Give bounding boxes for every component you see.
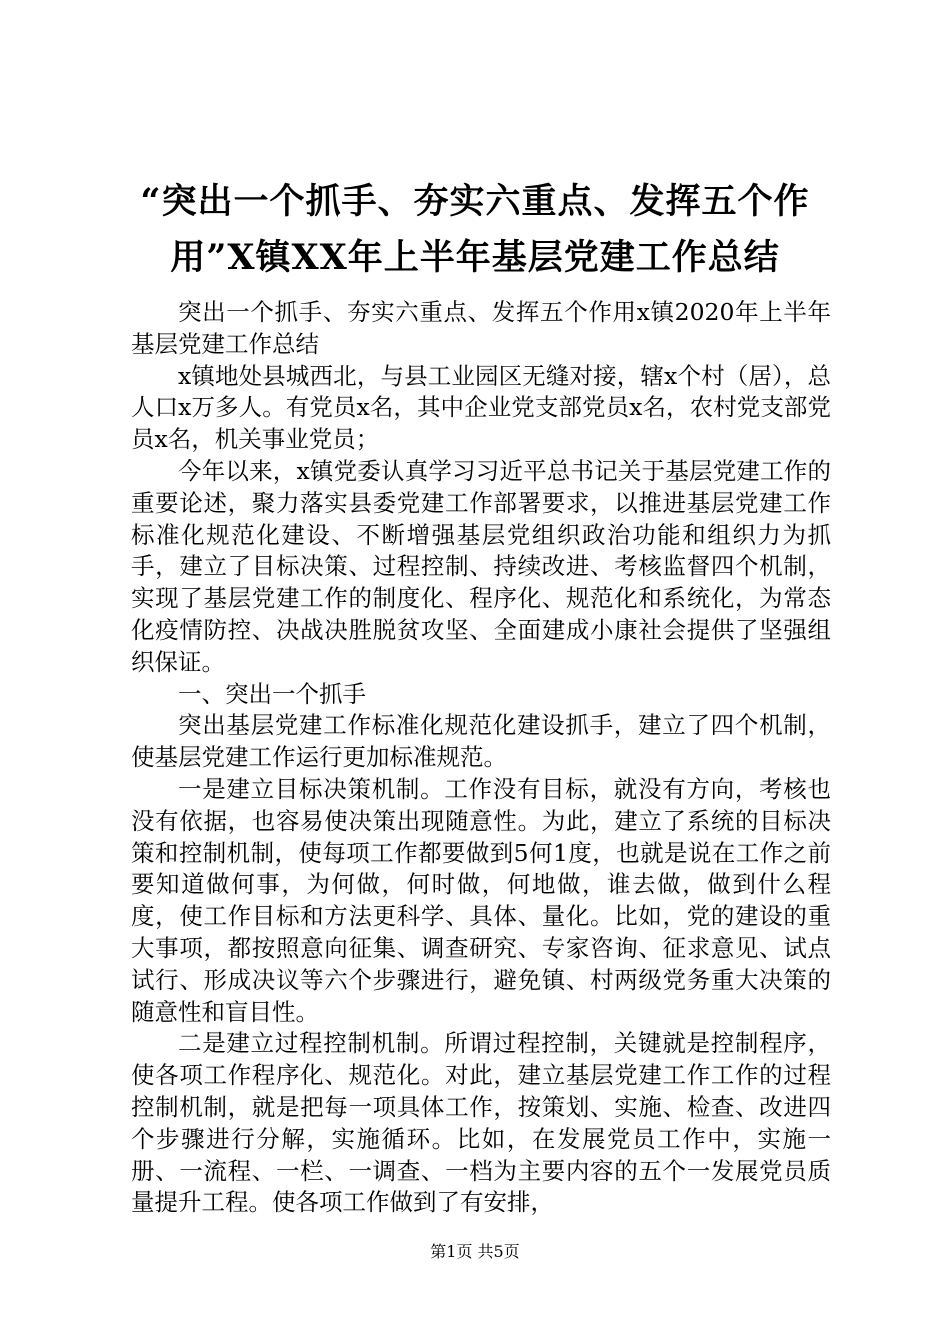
paragraph: 突出一个抓手、夯实六重点、发挥五个作用x镇2020年上半年基层党建工作总结 — [131, 298, 831, 358]
section-heading: 一、突出一个抓手 — [178, 679, 366, 708]
paragraph: 一是建立目标决策机制。工作没有目标，就没有方向，考核也没有依据，也容易使决策出现随意性。为此，建立了系统的目标决策和控制机制，使每项工作都要做到5何1度，也就是说在工作之前要知道做何事，为何做，何时做，何地做，谁去做，做到什么程度，使工作目标和方法更科学、具体、量化。比如，党的建设的重大事项，都按照意向征集、调查研究、专家咨询、征求意见、试点试行、形成决议等六个步骤进行，避免镇、村两级党务重大决策的随意性和盲目性。 — [131, 774, 831, 1026]
paragraph: 二是建立过程控制机制。所谓过程控制，关键就是控制程序，使各项工作程序化、规范化。对此，建立基层党建工作工作的过程控制机制，就是把每一项具体工作，按策划、实施、检查、改进四个步骤进行分解，实施循环。比如，在发展党员工作中，实施一册、一流程、一栏、一调查、一档为主要内容的五个一发展党员质量提升工程。使各项工作做到了有安排， — [131, 1029, 831, 1217]
paragraph: 今年以来，x镇党委认真学习习近平总书记关于基层党建工作的重要论述，聚力落实县委党建工作部署要求，以推进基层党建工作标准化规范化建设、不断增强基层党组织政治功能和组织力为抓手，建立了目标决策、过程控制、持续改进、考核监督四个机制，实现了基层党建工作的制度化、程序化、规范化和系统化，为常态化疫情防控、决战决胜脱贫攻坚、全面建成小康社会提供了坚强组织保证。 — [131, 456, 831, 676]
paragraph: 突出基层党建工作标准化规范化建设抓手，建立了四个机制，使基层党建工作运行更加标准规范。 — [131, 711, 831, 772]
document-body — [131, 297, 831, 1219]
document-title: “突出一个抓手、夯实六重点、发挥五个作用”X镇XX年上半年基层党建工作总结 — [140, 181, 810, 278]
page-footer: 第1页 共5页 — [430, 1242, 520, 1261]
paragraph: x镇地处县城西北，与县工业园区无缝对接，辖x个村（居），总人口x万多人。有党员x名，其中企业党支部党员x名，农村党支部党员x名，机关事业党员； — [131, 361, 831, 454]
